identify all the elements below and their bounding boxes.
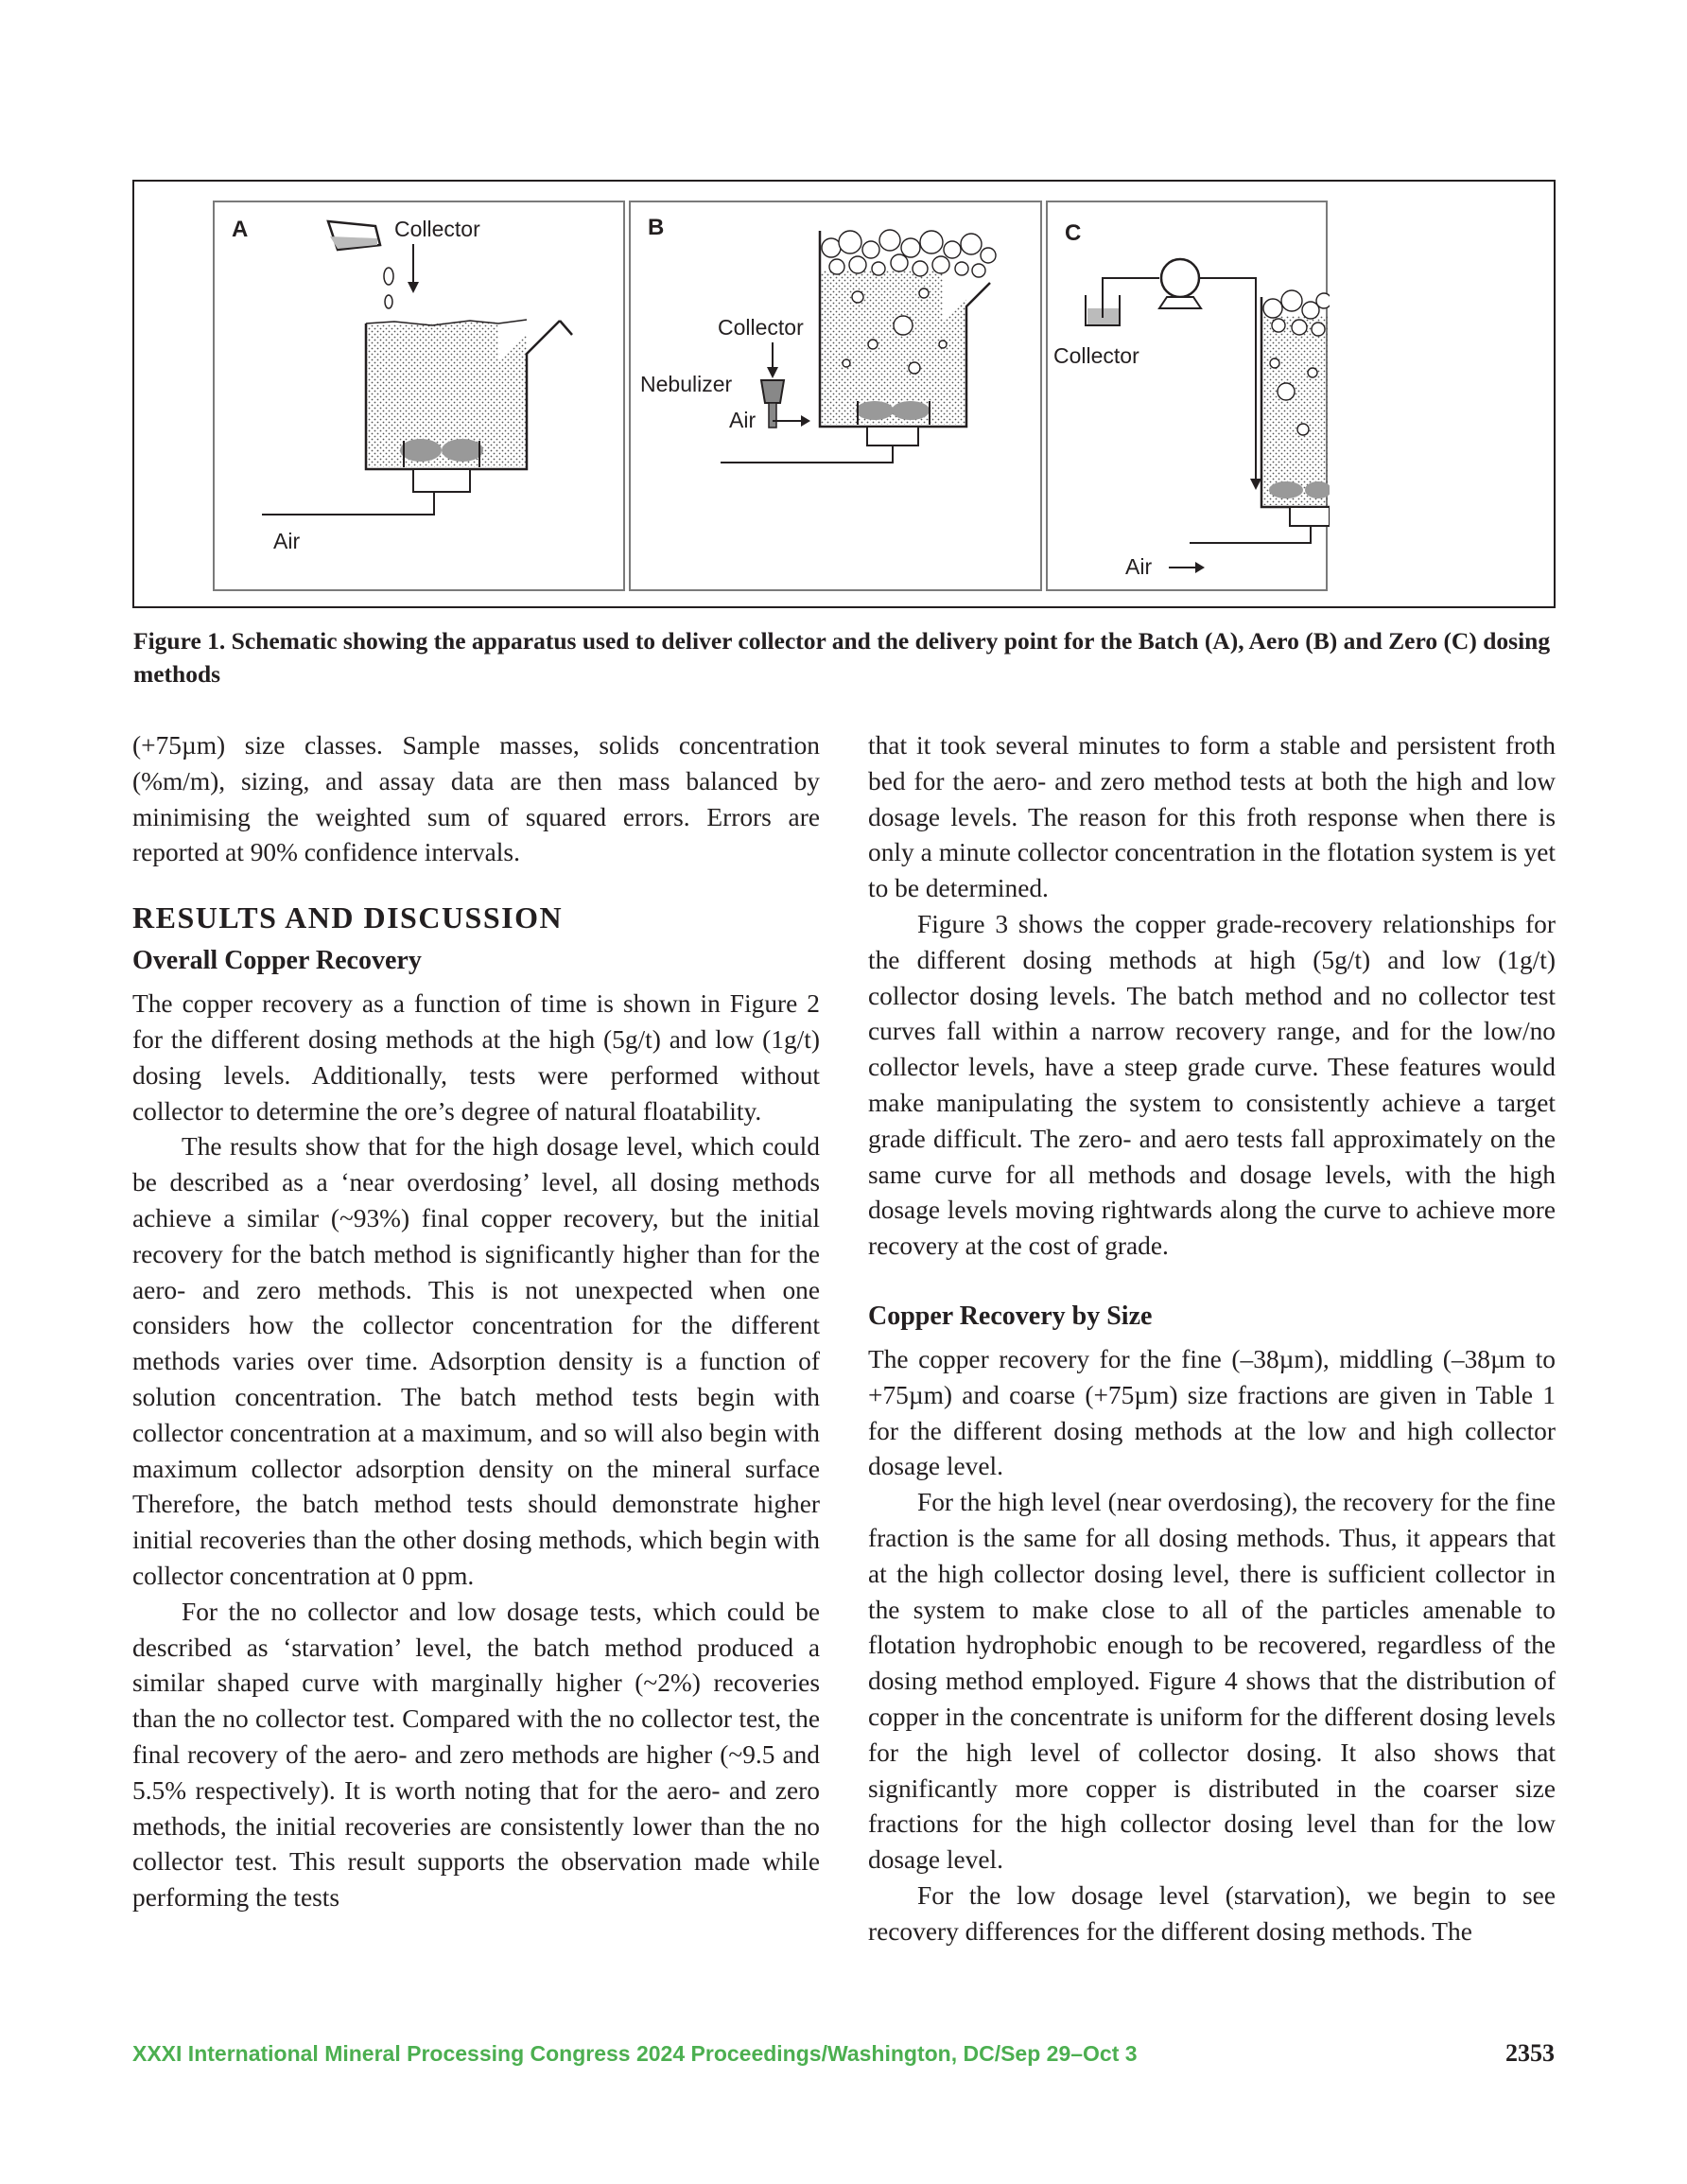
paragraph: The copper recovery as a function of time is shown in Figure 2 for the different dosing methods at the high (5g/t) and low (1g/t) dosing levels. Additionally, tests were performed without collector to determine the ore’s degree of natural floatability. [132,989,820,1126]
panel-c-collector-label: Collector [1053,343,1139,368]
drop-icon [385,295,392,308]
panel-c [1046,201,1328,591]
figure-caption: Figure 1. Schematic showing the apparatus used to deliver collector and the delivery point for the Batch (A), Aero (B) and Zero (C) dosing methods [133,627,1551,688]
conference-footer: XXXI International Mineral Processing Congress 2024 Proceedings/Washington, DC/Sep 29–Oct 3 [132,2041,1138,2066]
panel-a [213,201,625,591]
panel-b-letter: B [648,215,665,240]
panel-a-collector-label: Collector [394,217,480,241]
paragraph: The copper recovery for the fine (–38µm), middling (–38µm to +75µm) and coarse (+75µm) size fractions are given in Table 1 for the different dosing methods at the low and high collector dosage level. [868,1344,1556,1481]
panel-b [629,201,1042,591]
paragraph: For the no collector and low dosage tests, which could be described as ‘starvation’ level, the batch method produced a similar shaped curve with marginally higher (~2%) recoveries than the no collector test. Compared with the no collector test, the final recovery of the aero- and zero methods are higher (~9.5 and 5.5% respectively). It is worth noting that for the aero- and zero methods, the initial recoveries are consistently lower than the no collector test. This result supports the observation made while performing the tests [132,1597,820,1913]
paragraph: For the low dosage level (starvation), we begin to see recovery differences for the different dosing methods. The [868,1880,1556,1946]
paragraph: Figure 3 shows the copper grade-recovery relationships for the different dosing methods at high (5g/t) and low (1g/t) collector dosing levels. The batch method and no collector test curves fall within a narrow recovery range, and for the low/no collector levels, have a steep grade curve. These features would make manipulating the system to consistently achieve a target grade difficult. The zero- and aero tests fall approximately on the same curve for all methods and dosage levels, with the high dosage levels moving rightwards along the curve to achieve more recovery at the cost of grade. [868,909,1556,1261]
batch-apparatus-diagram [215,202,627,593]
pump-icon [1161,259,1199,297]
section-heading: RESULTS AND DISCUSSION [132,900,564,935]
figure-1 [132,180,1556,608]
panel-b-collector-label: Collector [718,315,804,340]
drop-icon [384,268,393,285]
subsection-heading: Copper Recovery by Size [868,1301,1153,1331]
subsection-heading: Overall Copper Recovery [132,946,422,976]
paragraph: For the high level (near overdosing), the recovery for the fine fraction is the same for all dosing methods. Thus, it appears that at the high collector dosing level, there is sufficient collector in the system to make close to all of the particles amenable to flotation hydrophobic enough to be recovered, regardless of the dosing method employed. Figure 4 shows that the distribution of copper in the concentrate is uniform for the different dosing levels for the high level of collector dosing. It also shows that significantly more copper is distributed in the coarser size fractions for the high collector dosing level than for the low dosage level. [868,1488,1556,1875]
aero-apparatus-diagram [631,202,1044,593]
nebulizer-icon [761,380,784,403]
page-number: 2353 [1505,2039,1555,2067]
panel-b-nebulizer-label: Nebulizer [640,372,733,396]
zero-apparatus-diagram [1048,202,1330,593]
panel-a-air-label: Air [273,529,301,553]
right-column [868,728,1556,1950]
panel-b-air-label: Air [729,408,757,432]
paragraph: The results show that for the high dosage level, which could be described as a ‘near overdosing’ level, all dosing methods achieve a similar (~93%) final copper recovery, but the initial recovery for the batch method is significantly higher than for the aero- and zero methods. This is not unexpected when one considers how the collector concentration for the different methods varies over time. Adsorption density is a function of solution concentration. The batch method tests begin with collector concentration at a maximum, and so will also begin with maximum collector adsorption density on the mineral surface Therefore, the batch method tests should demonstrate higher initial recoveries than the other dosing methods, which begin with collector concentration at 0 ppm. [132,1132,820,1590]
paragraph: that it took several minutes to form a stable and persistent froth bed for the aero- and zero method tests at both the high and low dosage levels. The reason for this froth response when there is only a minute collector concentration in the flotation system is yet to be determined. [868,731,1556,903]
panel-c-air-label: Air [1125,554,1153,579]
panel-a-letter: A [232,217,249,242]
panel-c-letter: C [1065,220,1082,246]
paragraph: (+75µm) size classes. Sample masses, solids concentration (%m/m), sizing, and assay data are then mass balanced by minimising the weighted sum of squared errors. Errors are reported at 90% confidence intervals. [132,731,820,867]
left-column [132,728,820,1916]
